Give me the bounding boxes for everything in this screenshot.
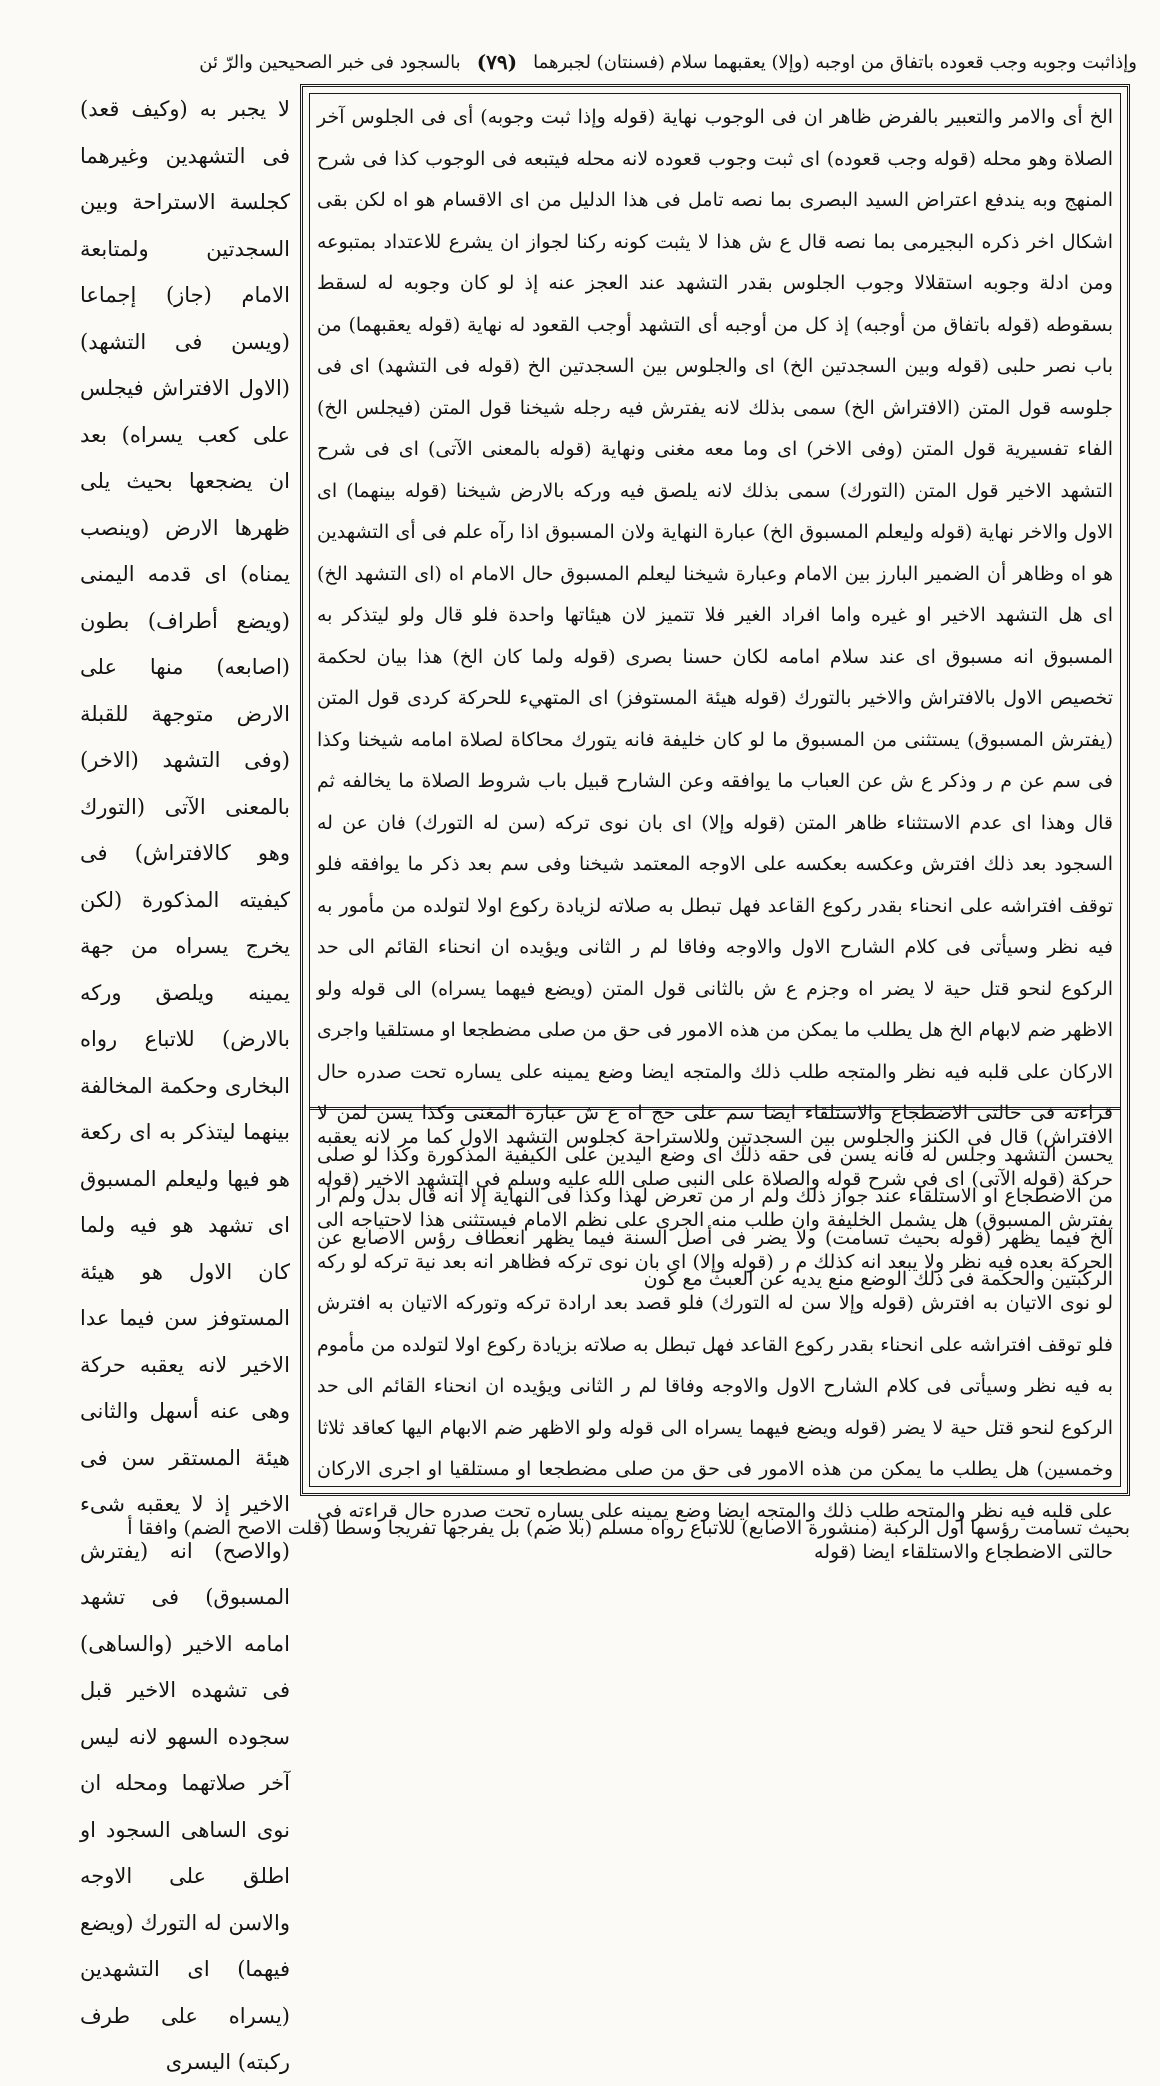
main-text-column bbox=[80, 86, 290, 2074]
header-text-right: وإذاثبت وجوبه وجب قعوده باتفاق من اوجبه (وإلا) يعقبهما سلام (فسنتان) لجبرهما bbox=[533, 51, 1137, 73]
commentary-upper-text: الخ أى والامر والتعبير بالفرض ظاهر ان فى الوجوب نهاية (قوله وإذا ثبت وجوبه) أى فى الجلوس آخر الصلاة وهو محله (قوله وجب قعوده) اى ثبت وجوب قعوده لانه محله فيتبعه فى الوجوب كذا فى شرح المنهج وبه يندفع اعتراض السيد البصرى بما نصه تامل فى هذا الدليل من اى الاقسام هو اه لكن بقى اشكال اخر ذكره البجيرمى بما نصه قال ع ش هذا لا يثبت كونه ركنا لجواز ان يشرع للاعتداد بمتبوعه ومن ادلة وجوبه استقلالا وجوب الجلوس بقدر التشهد عند العجز عنه إذ لو كان وجوبه له لسقط بسقوطه (قوله باتفاق من أوجبه) إذ كل من أوجبه أى التشهد أوجب القعود له نهاية (قوله يعقبهما) من باب نصر حلبى (قوله وبين السجدتين الخ) اى والجلوس بين السجدتين الخ (قوله فى التشهد) اى فى جلوسه قول المتن (الافتراش الخ) سمى بذلك لانه يفترش فيه رجله شيخنا قول المتن (فيجلس الخ) الفاء تفسيرية قول المتن (وفى الاخر) اى وما معه مغنى ونهاية (قوله بالمعنى الآتى) اى فى شرح التشهد الاخير قول المتن (التورك) سمى بذلك لانه يلصق فيه وركه بالارض شيخنا (قوله بينهما) اى الاول والاخر نهاية (قوله وليعلم المسبوق الخ) عبارة النهاية ولان المسبوق اذا رآه علم فى أى التشهدين هو اه وظاهر أن الضمير البارز بين الامام وعبارة شيخنا ليعلم المسبوق حال الامام اه (اى التشهد الخ) اى هل التشهد الاخير او غيره واما افراد الغير فلا تتميز لان هيئاتها واحدة فلو قال ولو ليتذكر به المسبوق انه مسبوق اى عند سلام امامه لكان حسنا بصرى (قوله ولما كان الخ) هذا بيان لحكمة تخصيص الاول بالافتراش والاخير بالتورك (قوله هيئة المستوفز) اى المتهيء للحركة كردى قول المتن (يفترش المسبوق) يستثنى من المسبوق ما لو كان خليفة فانه يتورك محاكاة لصلاة امامه شيخنا وكذا فى سم عن م ر وذكر ع ش عن العباب ما يوافقه وعن الشارح قبيل باب شروط الصلاة ما يخالفه ثم قال وهذا اى عدم الاستثناء ظاهر المتن (قوله وإلا) اى بان نوى تركه (سن له التورك) فان عن له السجود بعد ذلك افترش وعكسه بعكسه على الاوجه المعتمد شيخنا وفى سم بعد ذكر ما يوافقه فلو توقف افتراشه على انحناء بقدر ركوع القاعد فهل تبطل به صلاته لزيادة ركوع اولا لتولده من مأمور به فيه نظر وسيأتى فى كلام الشارح الاول والاوجه وفاقا لم ر الثانى ويؤيده ان انحناء القائم الى حد الركوع لنحو قتل حية لا يضر اه وجزم ع ش بالثانى قول المتن (ويضع فيهما يسراه) الى قوله ولو الاظهر ضم لابهام الخ هل يطلب ما يمكن من هذه الامور فى حق من صلى مضطجعا او مستلقيا واجرى الاركان على قلبه فيه نظر والمتجه طلب ذلك والمتجه ايضا وضع يمينه على يساره تحت صدره حال قراءته فى حالتى الاضطجاع والاستلقاء ايضا سم على حج اه ع ش عبارة المغنى وكذا يسن لمن لا يحسن التشهد وجلس له فانه يسن فى حقه ذلك اى وضع اليدين على الكيفية المذكورة وكذا لو صلى من الاضطجاع او الاستلقاء عند جواز ذلك ولم ار من تعرض لهذا وكذا فى النهاية إلا أنه قال بدل ولم أر الخ فيما يظهر (قوله بحيث تسامت) ولا يضر فى أصل السنة فيما يظهر انعطاف رؤس الاصابع عن الركبتين والحكمة فى ذلك الوضع منع يديه عن العبث مع كون bbox=[317, 106, 1113, 1290]
commentary-lower-text: الافتراش) قال فى الكنز والجلوس بين السجدتين وللاستراحة كجلوس التشهد الاول كما مر لانه يعقبه حركة (قوله الآتى) اى فى شرح قوله والصلاة على النبى صلى الله عليه وسلم فى التشهد الاخير (قوله يفترش المسبوق) هل يشمل الخليفة وان طلب منه الجرى على نظم الامام فيستثنى هذا لاحتياجه الى الحركة بعده فيه نظر ولا يبعد انه كذلك م ر (قوله وإلا) اى بان نوى تركه فظاهر انه بعد نية تركه لو ركه لو نوى الاتيان به افترش (قوله وإلا سن له التورك) فلو قصد بعد ارادة تركه وتوركه الاتيان به افترش فلو توقف افتراشه على انحناء بقدر ركوع القاعد فهل تبطل به صلاته بزيادة ركوع اولا لتولده من مأموم به فيه نظر وسيأتى فى كلام الشارح الاول والاوجه وفاقا لم ر الثانى ويؤيده ان انحناء القائم الى حد الركوع لنحو قتل حية لا يضر (قوله ويضع فيهما يسراه الى قوله ولو الاظهر ضم الابهام اليها كعاقد ثلاثا وخمسين) هل يطلب ما يمكن من هذه الامور فى حق من صلى مضطجعا او مستلقيا او اجرى الاركان على قلبه فيه نظر والمتجه طلب ذلك والمتجه ايضا وضع يمينه على يساره تحت صدره حال قراءته فى حالتى الاضطجاع والاستلقاء ايضا (قوله bbox=[317, 1126, 1113, 1563]
page-footer bbox=[80, 1508, 1130, 1548]
commentary-divider bbox=[309, 1107, 1121, 1110]
footer-text: بحيث تسامت رؤسها أول الركبة (منشورة الاصابع) للاتباع رواه مسلم (بلا ضم) بل يفرجها تفريجا وسطا (قلت الاصح الضم) وافقا أ bbox=[127, 1517, 1130, 1539]
commentary-upper bbox=[317, 97, 1113, 1290]
page-header bbox=[92, 42, 1137, 82]
page-number: (٧٩) bbox=[476, 50, 518, 74]
header-text-left: بالسجود فى خبر الصحيحين والرّ ئن bbox=[199, 51, 461, 73]
main-text: لا يجبر به (وكيف قعد) فى التشهدين وغيرهما كجلسة الاستراحة وبين السجدتين ولمتابعة الامام (جاز) إجماعا (ويسن فى التشهد) (الاول الافتراش فيجلس على كعب يسراه) بعد ان يضجعها بحيث يلى ظهرها الارض (وينصب يمناه) اى قدمه اليمنى (ويضع أطراف) بطون (اصابعه) منها على الارض متوجهة للقبلة (وفى التشهد (الاخر) بالمعنى الآتى (التورك وهو كالافتراش) فى كيفيته المذكورة (لكن يخرج يسراه من جهة يمينه ويلصق وركه بالارض) للاتباع رواه البخارى وحكمة المخالفة بينهما ليتذكر به اى ركعة هو فيها وليعلم المسبوق اى تشهد هو فيه ولما كان الاول هو هيئة المستوفز سن فيما عدا الاخير لانه يعقبه حركة وهى عنه أسهل والثانى هيئة المستقر سن فى الاخير إذ لا يعقبه شىء (والاصح) انه (يفترش المسبوق) فى تشهد امامه الاخير (والساهى) فى تشهده الاخير قبل سجوده السهو لانه ليس آخر صلاتهما ومحله ان نوى الساهى السجود او اطلق على الاوجه والاسن له التورك (ويضع فيهما) اى التشهدين (يسراه على طرف ركبته) اليسرى bbox=[80, 97, 290, 2074]
